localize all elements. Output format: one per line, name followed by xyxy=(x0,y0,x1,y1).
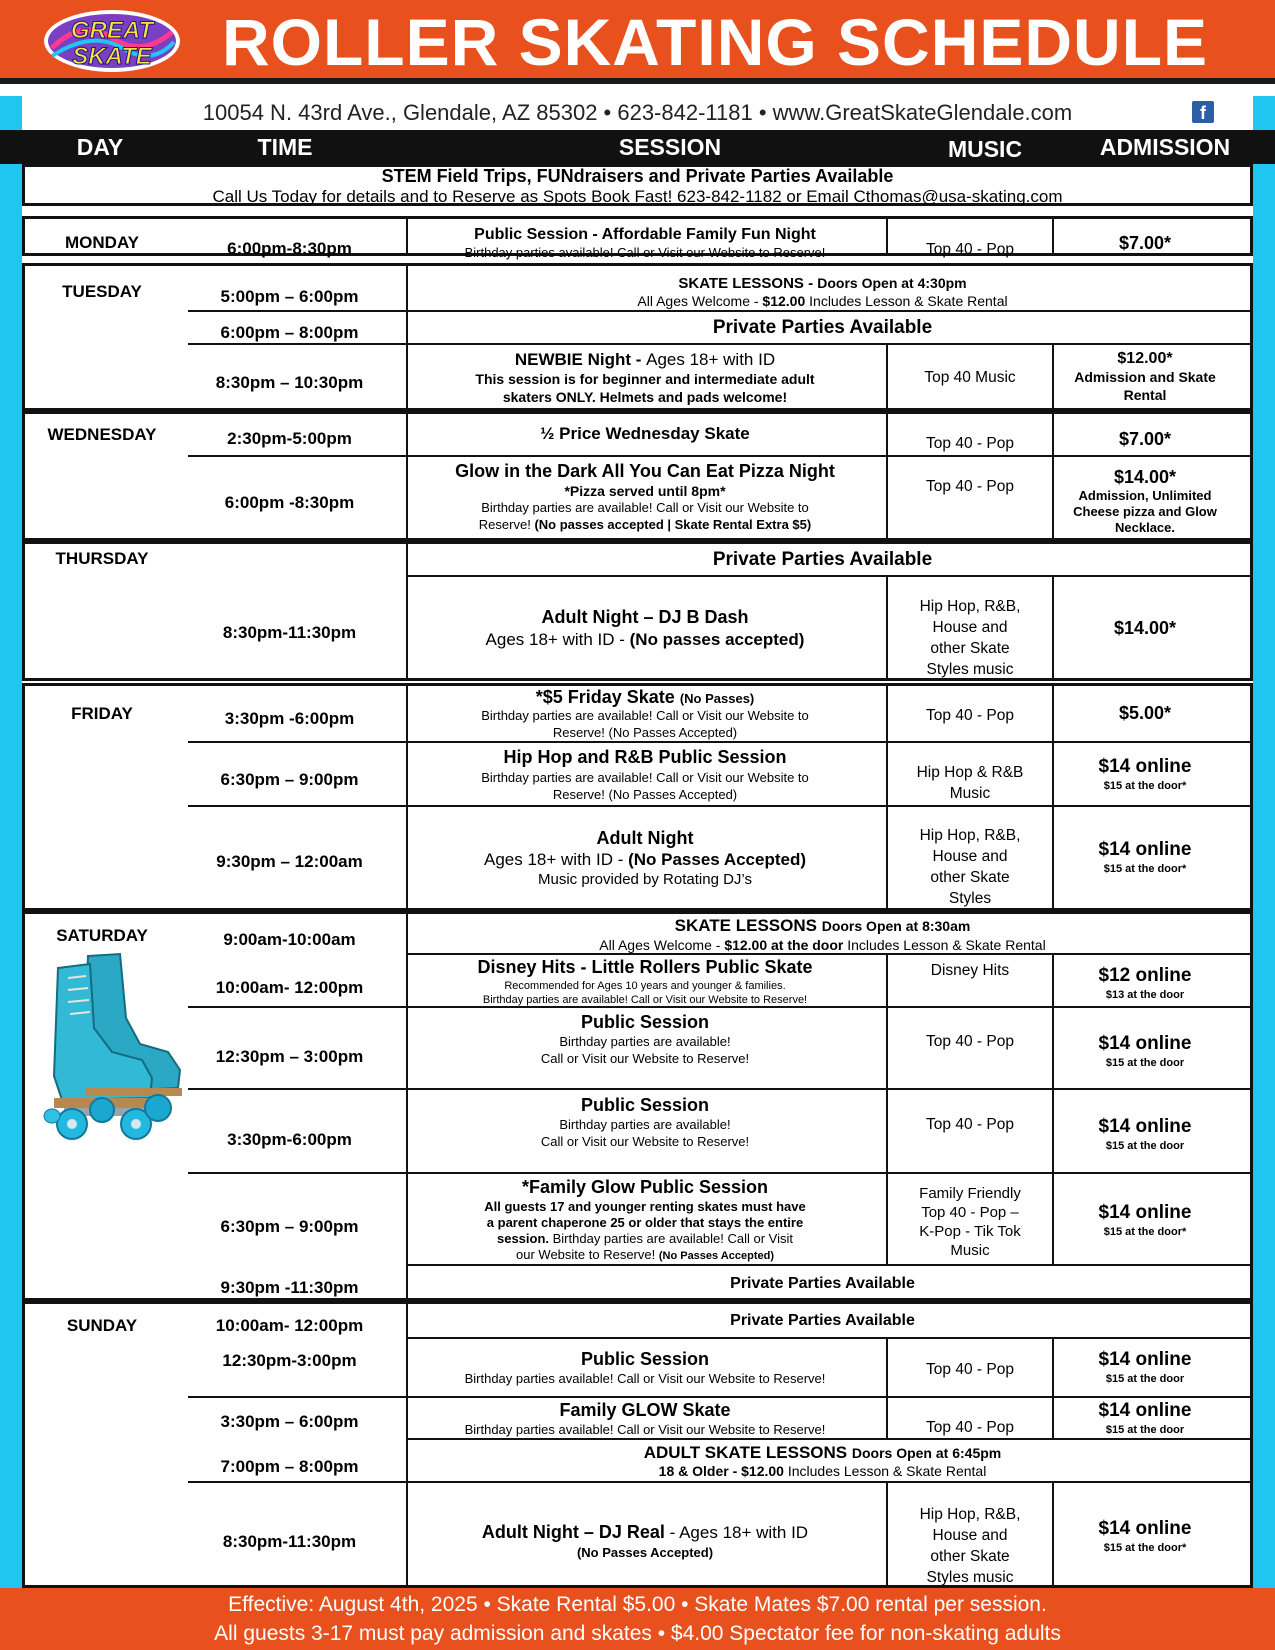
sunday-music-2: Top 40 - Pop xyxy=(926,1361,1014,1378)
lessons-label: SKATE LESSONS - xyxy=(678,275,818,292)
left-accent-bar xyxy=(0,96,22,1588)
saturday-public-2-sub1: Birthday parties are available! xyxy=(559,1117,731,1132)
sunday-music-3: Top 40 - Pop xyxy=(926,1419,1014,1436)
sunday-music-5d: Styles music xyxy=(926,1569,1014,1586)
page-title: ROLLER SKATING SCHEDULE xyxy=(221,5,1209,79)
saturday-time-3: 12:30pm – 3:00pm xyxy=(215,1047,364,1066)
friday-hiphop-sub2: Reserve! (No Passes Accepted) xyxy=(552,787,738,802)
thursday-music-1: Hip Hop, R&B, xyxy=(919,598,1021,615)
sunday-admission-2: $14 online xyxy=(1098,1349,1192,1370)
day-wednesday: WEDNESDAY xyxy=(47,425,157,444)
saturday-admission-5: $14 online xyxy=(1098,1202,1192,1223)
thursday-music-2: House and xyxy=(932,619,1008,636)
saturday-admission-5-door: $15 at the door* xyxy=(1103,1226,1187,1238)
tuesday-admission-sub2: Rental xyxy=(1123,387,1167,403)
header-banner xyxy=(0,0,1275,84)
monday-music: Top 40 - Pop xyxy=(926,241,1014,258)
wednesday-glow-sub1: *Pizza served until 8pm* xyxy=(564,483,726,499)
day-monday: MONDAY xyxy=(65,233,139,252)
wednesday-glow-title: Glow in the Dark All You Can Eat Pizza Night xyxy=(455,461,835,481)
saturday-family-glow-sub4: our Website to Reserve! (No Passes Accepted) xyxy=(516,1247,774,1262)
tuesday-private-parties: Private Parties Available xyxy=(712,317,933,338)
thursday-admission: $14.00* xyxy=(1113,618,1177,638)
sunday-adult-lessons-title: ADULT SKATE LESSONS Doors Open at 6:45pm xyxy=(643,1443,1002,1462)
col-header-day: DAY xyxy=(76,134,124,160)
sunday-adult-night-sub: (No Passes Accepted) xyxy=(576,1545,714,1560)
tuesday-admission-sub1: Admission and Skate xyxy=(1074,369,1216,385)
monday-session-title: Public Session - Affordable Family Fun Night xyxy=(474,226,816,243)
wednesday-glow-sub3: Reserve! (No passes accepted | Skate Rental Extra $5) xyxy=(478,517,812,532)
wednesday-time-2: 6:00pm -8:30pm xyxy=(224,493,355,512)
wednesday-music-2: Top 40 - Pop xyxy=(926,478,1014,495)
friday-admission-2-door: $15 at the door* xyxy=(1103,780,1187,792)
friday-hiphop-title: Hip Hop and R&B Public Session xyxy=(503,747,787,767)
wednesday-glow-sub2: Birthday parties are available! Call or Visit our Website to xyxy=(481,500,809,515)
saturday-private-parties: Private Parties Available xyxy=(730,1275,915,1292)
friday-time-2: 6:30pm – 9:00pm xyxy=(220,770,359,789)
saturday-admission-2: $12 online xyxy=(1098,965,1192,986)
tuesday-newbie-title: NEWBIE Night - Ages 18+ with ID xyxy=(514,350,776,369)
stem-title: STEM Field Trips, FUNdraisers and Private Parties Available xyxy=(381,166,894,186)
thursday-time: 8:30pm-11:30pm xyxy=(222,623,357,642)
saturday-music-2: Disney Hits xyxy=(930,962,1010,979)
friday-admission-3: $14 online xyxy=(1098,839,1192,860)
saturday-lessons-title: SKATE LESSONS Doors Open at 8:30am xyxy=(674,916,971,935)
sunday-time-5: 8:30pm-11:30pm xyxy=(222,1532,357,1551)
wednesday-admission-2: $14.00* xyxy=(1113,467,1177,487)
roller-skates-image xyxy=(28,948,186,1140)
sunday-time-4: 7:00pm – 8:00pm xyxy=(220,1457,359,1476)
sunday-admission-3: $14 online xyxy=(1098,1400,1192,1421)
friday-hiphop-sub1: Birthday parties are available! Call or Visit our Website to xyxy=(481,770,809,785)
saturday-public-title-1: Public Session xyxy=(580,1012,710,1032)
saturday-admission-2-door: $13 at the door xyxy=(1105,989,1185,1001)
col-header-admission: ADMISSION xyxy=(1099,134,1231,160)
saturday-time-2: 10:00am- 12:00pm xyxy=(215,978,364,997)
tuesday-lessons-sub: All Ages Welcome - $12.00 Includes Lesson & Skate Rental xyxy=(637,293,1008,309)
friday-admission-3-door: $15 at the door* xyxy=(1103,863,1187,875)
saturday-admission-3-door: $15 at the door xyxy=(1105,1057,1185,1069)
saturday-time-5: 6:30pm – 9:00pm xyxy=(220,1217,359,1236)
sunday-glow-sub: Birthday parties available! Call or Visit our Website to Reserve! xyxy=(464,1422,826,1437)
facebook-icon[interactable]: f xyxy=(1192,101,1214,123)
friday-admission-2: $14 online xyxy=(1098,756,1192,777)
tuesday-lessons-title xyxy=(410,273,1235,294)
col-header-time: TIME xyxy=(257,134,313,160)
column-headers xyxy=(0,130,1275,164)
tuesday-newbie-line2: skaters ONLY. Helmets and pads welcome! xyxy=(502,389,788,405)
saturday-admission-4-door: $15 at the door xyxy=(1105,1140,1185,1152)
sunday-public-sub: Birthday parties available! Call or Visit our Website to Reserve! xyxy=(464,1371,826,1386)
day-thursday: THURSDAY xyxy=(55,549,149,568)
saturday-admission-3: $14 online xyxy=(1098,1033,1192,1054)
friday-adult-title: Adult Night xyxy=(596,828,694,848)
friday-adult-sub2: Music provided by Rotating DJ’s xyxy=(538,871,752,888)
monday-admission: $7.00* xyxy=(1118,233,1172,253)
saturday-music-5b: Top 40 - Pop – xyxy=(921,1204,1019,1221)
day-saturday: SATURDAY xyxy=(56,926,148,945)
wednesday-half-price: ½ Price Wednesday Skate xyxy=(540,424,750,443)
saturday-lessons-sub: All Ages Welcome - $12.00 at the door Includes Lesson & Skate Rental xyxy=(599,937,1046,953)
friday-music-3a: Hip Hop, R&B, xyxy=(919,827,1021,844)
saturday-music-4: Top 40 - Pop xyxy=(926,1116,1014,1133)
saturday-disney-sub1: Recommended for Ages 10 years and younger & families. xyxy=(504,980,786,992)
saturday-music-3: Top 40 - Pop xyxy=(926,1033,1014,1050)
sunday-adult-lessons-sub: 18 & Older - $12.00 Includes Lesson & Skate Rental xyxy=(658,1463,987,1479)
friday-adult-sub1: Ages 18+ with ID - (No Passes Accepted) xyxy=(483,850,807,869)
wednesday-admission-1: $7.00* xyxy=(1118,429,1172,449)
friday-music-3b: House and xyxy=(932,848,1008,865)
thursday-adult-sub: Ages 18+ with ID - (No passes accepted) xyxy=(485,630,805,649)
footer-banner xyxy=(0,1588,1275,1650)
day-friday: FRIDAY xyxy=(71,704,133,723)
sunday-time-2: 12:30pm-3:00pm xyxy=(222,1351,357,1370)
saturday-public-2-sub2: Call or Visit our Website to Reserve! xyxy=(540,1134,750,1149)
wednesday-admission-sub2: Cheese pizza and Glow xyxy=(1073,504,1217,519)
friday-music-2a: Hip Hop & R&B xyxy=(916,764,1024,781)
saturday-family-glow-sub3: session. Birthday parties are available! Call or Visit xyxy=(496,1231,794,1246)
thursday-private-parties: Private Parties Available xyxy=(712,549,933,570)
friday-time-1: 3:30pm -6:00pm xyxy=(224,709,355,728)
wednesday-music-1: Top 40 - Pop xyxy=(926,435,1014,452)
wednesday-admission-sub3: Necklace. xyxy=(1115,520,1175,535)
sunday-glow-title: Family GLOW Skate xyxy=(559,1400,731,1420)
wednesday-time-1: 2:30pm-5:00pm xyxy=(227,429,352,448)
saturday-family-glow-sub2: a parent chaperone 25 or older that stays the entire xyxy=(486,1215,804,1230)
sunday-time-3: 3:30pm – 6:00pm xyxy=(220,1412,359,1431)
tuesday-time-1: 5:00pm – 6:00pm xyxy=(220,287,359,306)
tuesday-music: Top 40 Music xyxy=(924,369,1016,386)
monday-session-sub: Birthday parties available! Call or Visit our Website to Reserve! xyxy=(464,245,826,260)
saturday-time-4: 3:30pm-6:00pm xyxy=(227,1130,352,1149)
friday-5-skate-title: *$5 Friday Skate (No Passes) xyxy=(535,687,755,707)
friday-music-3c: other Skate xyxy=(930,869,1010,886)
friday-admission-1: $5.00* xyxy=(1118,703,1172,723)
saturday-time-6: 9:30pm -11:30pm xyxy=(220,1278,359,1297)
sunday-admission-5-door: $15 at the door* xyxy=(1103,1542,1187,1554)
sunday-music-5b: House and xyxy=(932,1527,1008,1544)
sunday-music-5a: Hip Hop, R&B, xyxy=(919,1506,1021,1523)
sunday-admission-5: $14 online xyxy=(1098,1518,1192,1539)
saturday-public-title-2: Public Session xyxy=(580,1095,710,1115)
wednesday-admission-sub1: Admission, Unlimited xyxy=(1078,488,1212,503)
great-skate-logo xyxy=(42,8,182,74)
saturday-music-5d: Music xyxy=(950,1242,990,1259)
friday-time-3: 9:30pm – 12:00am xyxy=(216,852,363,871)
friday-music-1: Top 40 - Pop xyxy=(926,707,1014,724)
tuesday-time-3: 8:30pm – 10:30pm xyxy=(215,373,364,392)
col-header-session: SESSION xyxy=(618,134,722,160)
saturday-disney-title: Disney Hits - Little Rollers Public Skate xyxy=(477,957,813,977)
right-accent-bar xyxy=(1253,96,1275,1588)
sunday-private-parties: Private Parties Available xyxy=(730,1312,915,1329)
footer-line-1: Effective: August 4th, 2025 • Skate Rental $5.00 • Skate Mates $7.00 rental per session. xyxy=(228,1593,1047,1616)
monday-time: 6:00pm-8:30pm xyxy=(227,239,352,258)
friday-5-skate-sub1: Birthday parties are available! Call or Visit our Website to xyxy=(481,708,809,723)
saturday-time-1: 9:00am-10:00am xyxy=(223,930,356,949)
saturday-disney-sub2: Birthday parties are available! Call or Visit our Website to Reserve! xyxy=(482,994,808,1006)
saturday-admission-4: $14 online xyxy=(1098,1116,1192,1137)
sunday-music-5c: other Skate xyxy=(930,1548,1010,1565)
day-tuesday: TUESDAY xyxy=(62,282,142,301)
lessons-doors: Doors Open at 4:30pm xyxy=(817,275,967,291)
saturday-music-5c: K-Pop - Tik Tok xyxy=(919,1223,1021,1240)
friday-music-3d: Styles xyxy=(948,890,992,907)
day-sunday: SUNDAY xyxy=(66,1316,138,1335)
sunday-admission-3-door: $15 at the door xyxy=(1105,1424,1185,1436)
saturday-music-5a: Family Friendly xyxy=(919,1185,1021,1202)
sunday-time-1: 10:00am- 12:00pm xyxy=(215,1316,364,1335)
sunday-public-title: Public Session xyxy=(580,1349,710,1369)
tuesday-newbie-line1: This session is for beginner and intermediate adult xyxy=(475,371,815,387)
friday-music-2b: Music xyxy=(949,785,991,802)
contact-info[interactable]: 10054 N. 43rd Ave., Glendale, AZ 85302 • 623-842-1181 • www.GreatSkateGlendale.com xyxy=(22,96,1253,130)
stem-body: Call Us Today for details and to Reserve as Spots Book Fast! 623-842-1182 or Email Cthomas@usa-skating.com xyxy=(212,187,1063,206)
footer-line-2: All guests 3-17 must pay admission and skates • $4.00 Spectator fee for non-skating adults xyxy=(214,1622,1061,1645)
col-header-music: MUSIC xyxy=(947,136,1023,162)
saturday-family-glow-title: *Family Glow Public Session xyxy=(521,1177,769,1197)
thursday-adult-night: Adult Night – DJ B Dash xyxy=(541,607,749,627)
friday-5-skate-sub2: Reserve! (No Passes Accepted) xyxy=(552,725,738,740)
tuesday-admission: $12.00* xyxy=(1117,350,1173,367)
saturday-public-1-sub1: Birthday parties are available! xyxy=(559,1034,731,1049)
thursday-music-4: Styles music xyxy=(926,661,1014,678)
logo-text-line1: GREAT xyxy=(70,17,154,44)
saturday-public-1-sub2: Call or Visit our Website to Reserve! xyxy=(540,1051,750,1066)
sunday-adult-night-title: Adult Night – DJ Real - Ages 18+ with ID xyxy=(481,1522,809,1542)
saturday-family-glow-sub1: All guests 17 and younger renting skates must have xyxy=(484,1199,806,1214)
thursday-music-3: other Skate xyxy=(930,640,1010,657)
logo-text-line2: SKATE xyxy=(72,43,152,70)
tuesday-time-2: 6:00pm – 8:00pm xyxy=(220,323,359,342)
sunday-admission-2-door: $15 at the door xyxy=(1105,1373,1185,1385)
